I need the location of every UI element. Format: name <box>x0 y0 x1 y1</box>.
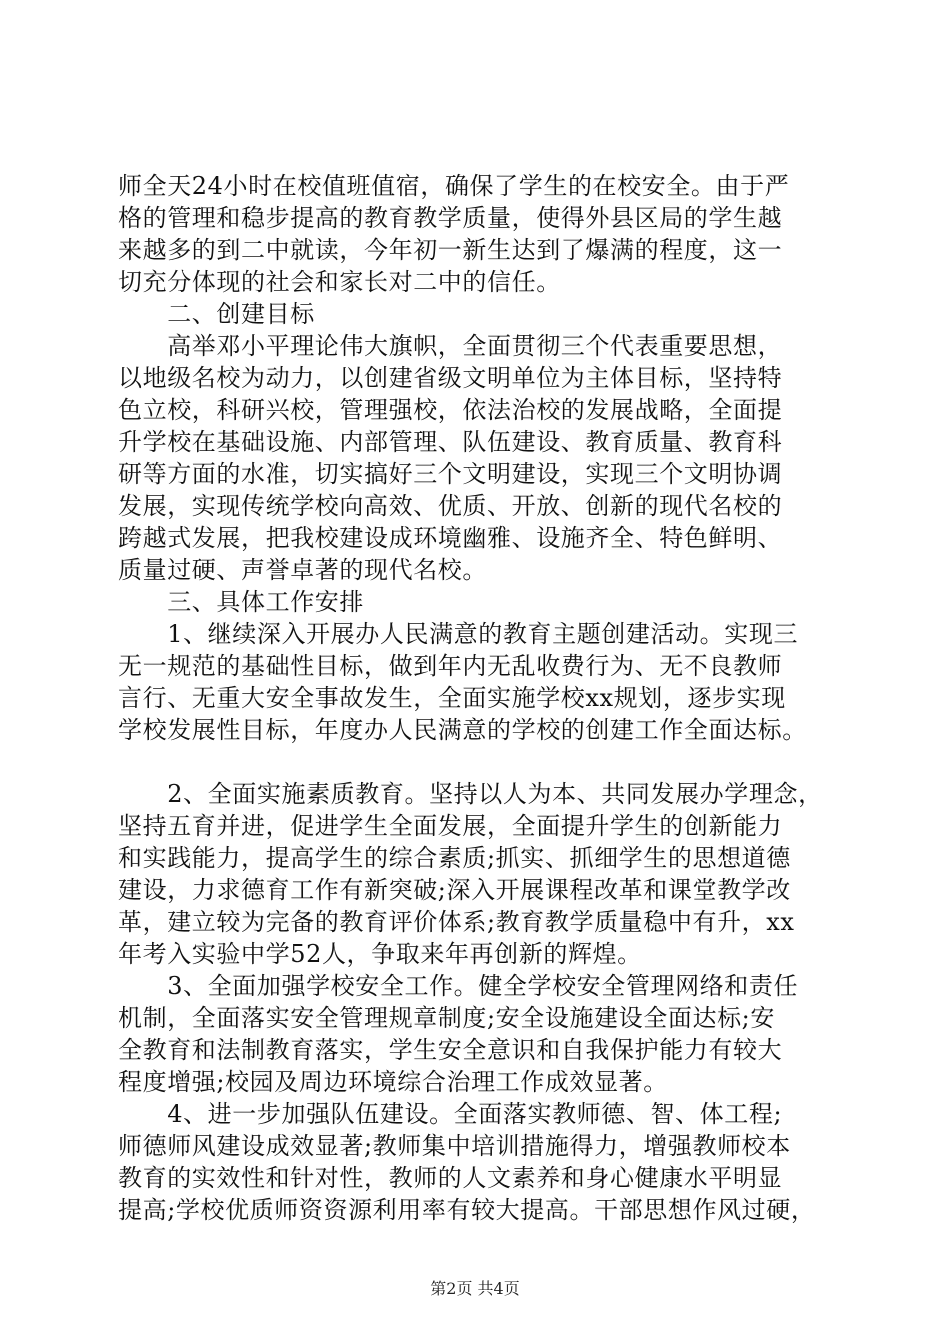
text-line: 2、全面实施素质教育。坚持以人为本、共同发展办学理念， <box>118 780 823 808</box>
text-line: 言行、无重大安全事故发生，全面实施学校xx规划，逐步实现 <box>118 684 786 712</box>
text-line: 切充分体现的社会和家长对二中的信任。 <box>118 268 561 296</box>
text-line: 质量过硬、声誉卓著的现代名校。 <box>118 556 487 584</box>
page-number-footer: 第2页 共4页 <box>430 1279 520 1298</box>
blank-line <box>118 746 838 778</box>
document-body <box>118 170 838 1226</box>
text-line: 格的管理和稳步提高的教育教学质量，使得外县区局的学生越 <box>118 204 783 232</box>
text-line: 师全天24小时在校值班值宿，确保了学生的在校安全。由于严 <box>118 172 790 200</box>
text-line: 坚持五育并进，促进学生全面发展，全面提升学生的创新能力 <box>118 812 783 840</box>
text-line: 程度增强;校园及周边环境综合治理工作成效显著。 <box>118 1068 668 1096</box>
text-line: 来越多的到二中就读，今年初一新生达到了爆满的程度，这一 <box>118 236 783 264</box>
text-line: 跨越式发展，把我校建设成环境幽雅、设施齐全、特色鲜明、 <box>118 524 783 552</box>
text-line: 以地级名校为动力，以创建省级文明单位为主体目标，坚持特 <box>118 364 783 392</box>
text-line: 无一规范的基础性目标，做到年内无乱收费行为、无不良教师 <box>118 652 783 680</box>
text-line: 学校发展性目标，年度办人民满意的学校的创建工作全面达标。 <box>118 716 807 744</box>
section-heading: 三、具体工作安排 <box>118 588 364 616</box>
text-line: 3、全面加强学校安全工作。健全学校安全管理网络和责任 <box>118 972 799 1000</box>
text-line: 机制，全面落实安全管理规章制度;安全设施建设全面达标;安 <box>118 1004 775 1032</box>
text-line: 发展，实现传统学校向高效、优质、开放、创新的现代名校的 <box>118 492 783 520</box>
section-heading: 二、创建目标 <box>118 300 315 328</box>
text-line: 年考入实验中学52人，争取来年再创新的辉煌。 <box>118 940 642 968</box>
text-line: 研等方面的水准，切实搞好三个文明建设，实现三个文明协调 <box>118 460 783 488</box>
text-line: 和实践能力，提高学生的综合素质;抓实、抓细学生的思想道德 <box>118 844 791 872</box>
text-line: 提高;学校优质师资资源利用率有较大提高。干部思想作风过硬， <box>118 1196 816 1224</box>
text-line: 色立校，科研兴校，管理强校，依法治校的发展战略，全面提 <box>118 396 783 424</box>
text-line: 全教育和法制教育落实，学生安全意识和自我保护能力有较大 <box>118 1036 783 1064</box>
text-line: 教育的实效性和针对性，教师的人文素养和身心健康水平明显 <box>118 1164 783 1192</box>
text-line: 高举邓小平理论伟大旗帜，全面贯彻三个代表重要思想， <box>118 332 783 360</box>
text-line: 4、进一步加强队伍建设。全面落实教师德、智、体工程; <box>118 1100 783 1128</box>
text-line: 建设，力求德育工作有新突破;深入开展课程改革和课堂教学改 <box>118 876 791 904</box>
text-line: 升学校在基础设施、内部管理、队伍建设、教育质量、教育科 <box>118 428 783 456</box>
text-line: 1、继续深入开展办人民满意的教育主题创建活动。实现三 <box>118 620 799 648</box>
text-line: 师德师风建设成效显著;教师集中培训措施得力，增强教师校本 <box>118 1132 791 1160</box>
text-line: 革，建立较为完备的教育评价体系;教育教学质量稳中有升，xx <box>118 908 795 936</box>
